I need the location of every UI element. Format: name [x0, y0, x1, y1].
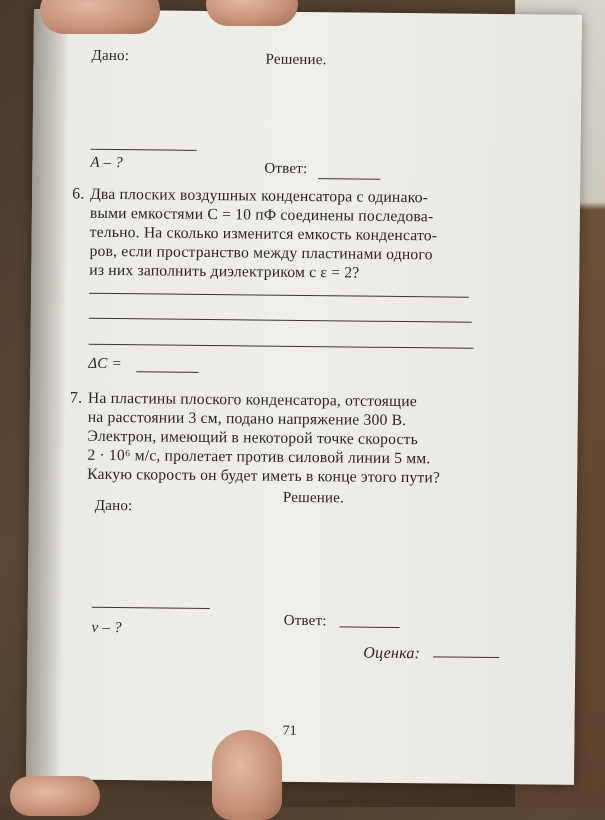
problem-6-line-2: выми емкостями C = 10 пФ соединены последова- [89, 204, 434, 226]
problem-6-number: 6. [72, 185, 85, 203]
solution-label-7: Решение. [282, 489, 345, 507]
answer-label-7: Ответ: [283, 612, 327, 630]
problem-6-line-3: тельно. На сколько изменится емкость конденсато- [89, 223, 438, 245]
problem-7-number: 7. [69, 389, 83, 407]
given-divider-7 [92, 607, 210, 609]
grade-label: Оценка: [363, 644, 421, 663]
finger-bottom-left [10, 776, 100, 816]
find-label-7: v – ? [91, 619, 122, 637]
given-label-7: Дано: [94, 497, 133, 515]
problem-7-line-3: Электрон, имеющий в некоторой точке скорость [87, 427, 419, 449]
page-spine-shadow [26, 9, 70, 779]
delta-c-label: ΔC = [88, 355, 122, 373]
problem-7-line-4: 2 · 10⁶ м/с, пролетает против силовой линии 5 мм. [87, 446, 431, 468]
solution-label-top: Решение. [265, 51, 327, 69]
answer-line-top[interactable] [318, 178, 380, 180]
problem-7-line-1: На пластины плоского конденсатора, отстоящие [87, 389, 418, 411]
problem-7-line-2: на расстоянии 3 см, подано напряжение 300 В. [87, 408, 407, 430]
answer-line-7[interactable] [340, 626, 400, 628]
finger-top-middle [206, 0, 298, 26]
finger-top-left [40, 0, 160, 34]
given-label-top: Дано: [91, 47, 130, 65]
find-label-top: A – ? [90, 154, 123, 172]
delta-c-answer-line[interactable] [136, 371, 198, 373]
given-divider-top [91, 149, 197, 151]
grade-line[interactable] [433, 656, 499, 658]
page-number: 71 [282, 723, 297, 739]
problem-6-line-5: из них заполнить диэлектриком с ε = 2? [89, 261, 360, 282]
answer-writing-line-1[interactable] [89, 293, 469, 298]
workbook-page [26, 9, 582, 785]
problem-6-line-1: Два плоских воздушных конденсатора с одинако- [90, 185, 429, 207]
answer-writing-line-3[interactable] [89, 344, 474, 349]
problem-6-line-4: ров, если пространство между пластинами одного [89, 242, 433, 264]
answer-label-top: Ответ: [264, 160, 308, 178]
answer-writing-line-2[interactable] [89, 318, 472, 323]
problem-7-line-5: Какую скорость он будет иметь в конце этого пути? [87, 465, 441, 487]
